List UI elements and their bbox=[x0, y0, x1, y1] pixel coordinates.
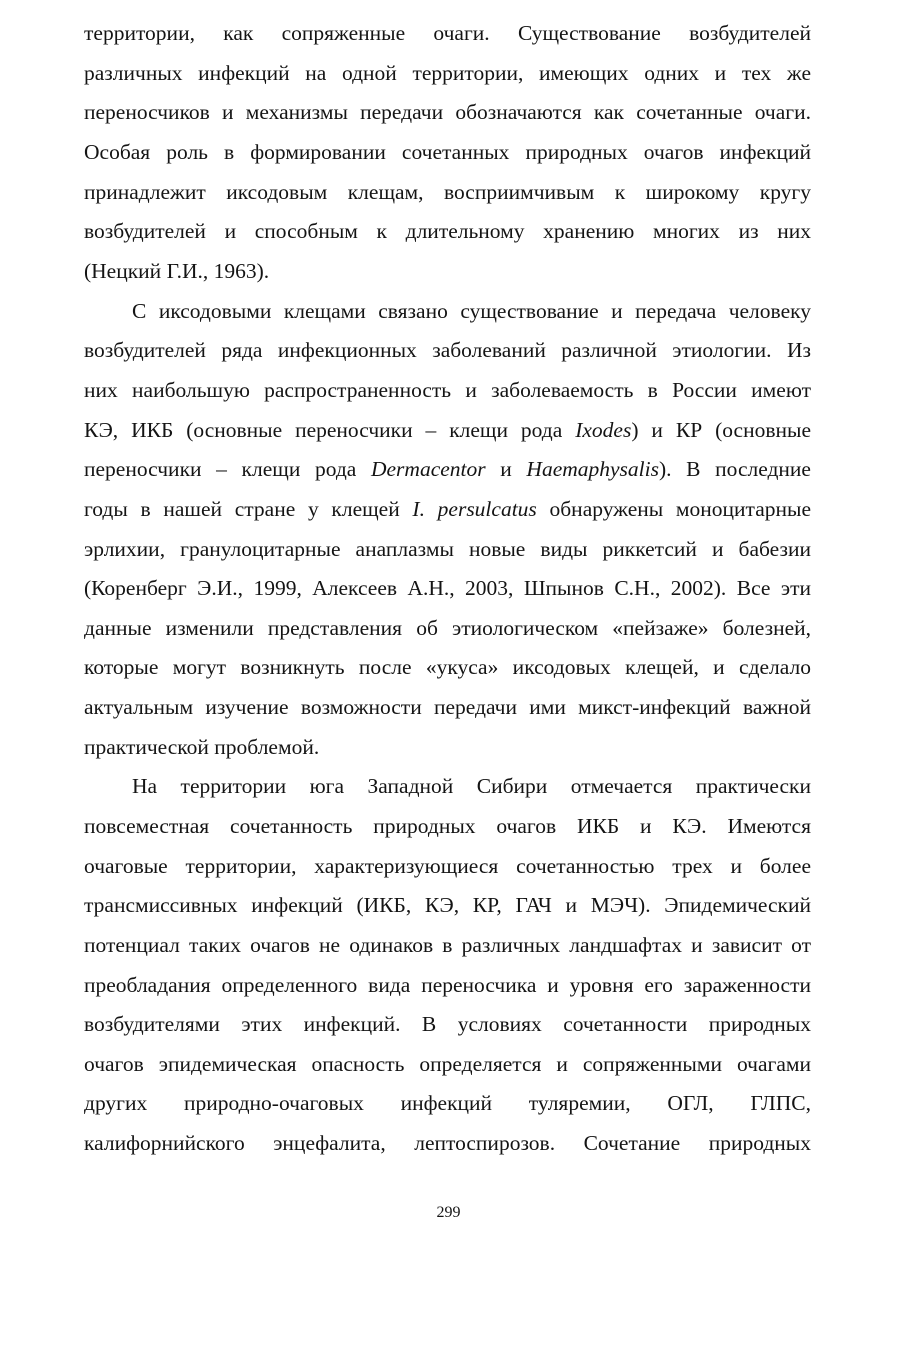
text-line: калифорнийского энцефалита, лептоспирозов. Сочетание природных bbox=[84, 1131, 811, 1155]
text-run: переносчики – клещи рода bbox=[84, 457, 371, 481]
text-line: которые могут возникнуть после «укуса» иксодовых клещей, и сделало bbox=[84, 655, 811, 679]
text-line: других природно-очаговых инфекций туляремии, ОГЛ, ГЛПС, bbox=[84, 1091, 811, 1115]
text-line: возбудителями этих инфекций. В условиях сочетанности природных bbox=[84, 1012, 811, 1036]
text-line: очаговые территории, характеризующиеся сочетанностью трех и более bbox=[84, 854, 811, 878]
text-line: них наибольшую распространенность и заболеваемость в России имеют bbox=[84, 378, 811, 402]
text-line bbox=[84, 454, 811, 484]
text-line bbox=[84, 494, 811, 524]
text-line: возбудителей ряда инфекционных заболеваний различной этиологии. Из bbox=[84, 338, 811, 362]
text-line: С иксодовыми клещами связано существование и передача человеку bbox=[132, 299, 811, 323]
text-line: повсеместная сочетанность природных очагов ИКБ и КЭ. Имеются bbox=[84, 814, 811, 838]
text-line: актуальным изучение возможности передачи ими микст-инфекций важной bbox=[84, 695, 811, 719]
genus-name: Dermacentor bbox=[370, 457, 486, 481]
text-line: Особая роль в формировании сочетанных природных очагов инфекций bbox=[84, 140, 811, 164]
text-line: практической проблемой. bbox=[84, 735, 320, 759]
text-run: ). В последние bbox=[659, 457, 811, 481]
text-line: очагов эпидемическая опасность определяется и сопряженными очагами bbox=[84, 1052, 811, 1076]
text-run: КЭ, ИКБ (основные переносчики – клещи рода bbox=[84, 418, 576, 442]
genus-name: Haemaphysalis bbox=[526, 457, 659, 481]
text-line: территории, как сопряженные очаги. Существование возбудителей bbox=[84, 21, 811, 45]
text-line: На территории юга Западной Сибири отмечается практически bbox=[132, 774, 811, 798]
text-line: переносчиков и механизмы передачи обозначаются как сочетанные очаги. bbox=[84, 100, 811, 124]
text-line: (Коренберг Э.И., 1999, Алексеев А.Н., 2003, Шпынов С.Н., 2002). Все эти bbox=[84, 576, 811, 600]
genus-name: Ixodes bbox=[575, 418, 632, 442]
text-line: (Нецкий Г.И., 1963). bbox=[84, 259, 270, 283]
text-line: возбудителей и способным к длительному хранению многих из них bbox=[84, 219, 811, 243]
text-run: обнаружены моноцитарные bbox=[536, 497, 811, 521]
text-line: эрлихии, гранулоцитарные анаплазмы новые виды риккетсий и бабезии bbox=[84, 537, 811, 561]
text-line: данные изменили представления об этиологическом «пейзаже» болезней, bbox=[84, 616, 811, 640]
text-line: преобладания определенного вида переносчика и уровня его зараженности bbox=[84, 973, 811, 997]
text-run: и bbox=[485, 457, 527, 481]
text-run: годы в нашей стране у клещей bbox=[84, 497, 413, 521]
text-run: ) и КР (основные bbox=[631, 418, 811, 442]
text-line: принадлежит иксодовым клещам, восприимчивым к широкому кругу bbox=[84, 180, 811, 204]
species-name: I. persulcatus bbox=[412, 497, 537, 521]
text-line: различных инфекций на одной территории, имеющих одних и тех же bbox=[84, 61, 811, 85]
text-line: трансмиссивных инфекций (ИКБ, КЭ, КР, ГАЧ и МЭЧ). Эпидемический bbox=[84, 893, 811, 917]
text-line: потенциал таких очагов не одинаков в различных ландшафтах и зависит от bbox=[84, 933, 811, 957]
text-line bbox=[84, 415, 811, 445]
page-number: 299 bbox=[436, 1204, 461, 1221]
